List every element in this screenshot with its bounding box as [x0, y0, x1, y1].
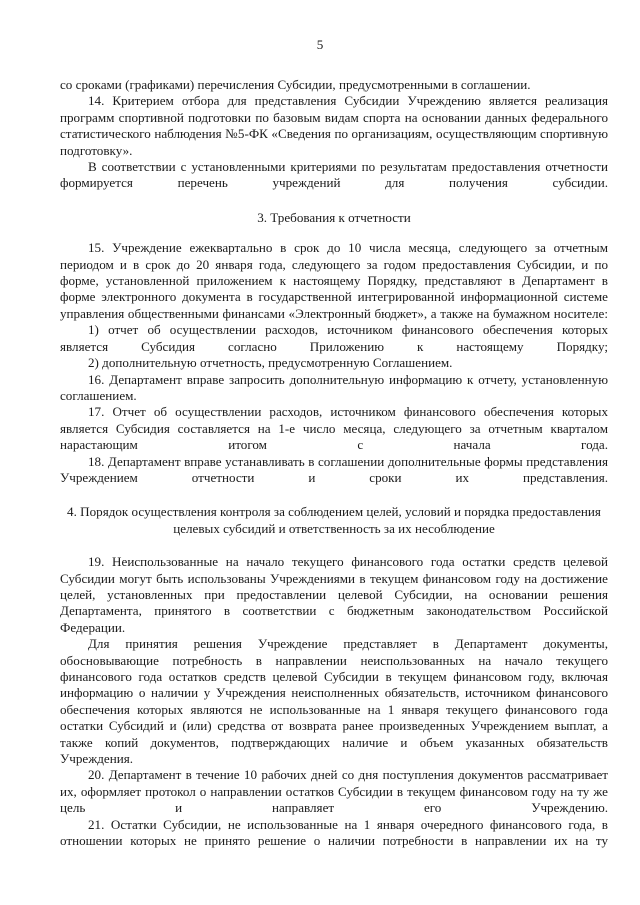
- paragraph-20: 20. Департамент в течение 10 рабочих дней со дня поступления документов рассматривает их, оформляет протокол о направлении остатков Субсидии в текущем финансовом году на ту же цель и направляет его Учреждению.: [60, 767, 608, 816]
- section-heading-4: 4. Порядок осуществления контроля за соблюдением целей, условий и порядка предоставления целевых субсидий и ответственность за их несоблюдение: [67, 504, 601, 536]
- paragraph: со сроками (графиками) перечисления Субсидии, предусмотренными в соглашении.: [60, 77, 531, 92]
- document-body: [60, 77, 608, 849]
- paragraph-14: 14. Критерием отбора для представления Субсидии Учреждению является реализация программ спортивной подготовки по базовым видам спорта на основании данных федерального статистического наблюдения №5-ФК «Сведения по организациям, осуществляющим спортивную подготовку».: [60, 93, 608, 158]
- paragraph-17: 17. Отчет об осуществлении расходов, источником финансового обеспечения которых является Субсидия составляется на 1-е число месяца, следующего за отчетным кварталом нарастающим итогом с начала года.: [60, 404, 608, 453]
- section-heading-3: 3. Требования к отчетности: [257, 209, 411, 225]
- paragraph-21: 21. Остатки Субсидии, не использованные на 1 января очередного финансового года, в отношении которых не принято решение о наличии потребности в направлении их на ту: [60, 816, 608, 849]
- paragraph-15: 15. Учреждение ежеквартально в срок до 10 числа месяца, следующего за отчетным периодом и в срок до 20 января года, следующего за годом предоставления Субсидии, и по форме, установленной приложением к настоящему Порядку, представляют в Департамент в форме электронного документа в государственной интегрированной информационной системе управления общественными финансами «Электронный бюджет», а также на бумажном носителе:: [60, 240, 608, 321]
- page-number: 5: [316, 37, 324, 52]
- paragraph-19: 19. Неиспользованные на начало текущего финансового года остатки средств целевой Субсидии могут быть использованы Учреждениями в текущем финансовом году на достижение целей, установленных при предоставлении целевой Субсидии, на основании решения Департамента, принятого в соответствии с бюджетным законодательством Российской Федерации.: [60, 554, 608, 635]
- paragraph-decision: Для принятия решения Учреждение представляет в Департамент документы, обосновывающие потребность в направлении неиспользованных на начало текущего финансового года остатков средств целевой Субсидии в текущем финансовом году, включая информацию о наличии у Учреждения неисполненных обязательств, источником финансового обеспечения которых являются не использованные на 1 января текущего финансового года остатки Субсидий и (или) средства от возврата ранее произведенных Учреждением выплат, а также копий документов, подтверждающих наличие и объем указанных обязательств Учреждения.: [60, 636, 608, 767]
- paragraph-criteria: В соответствии с установленными критериями по результатам предоставления отчетности формируется перечень учреждений для получения субсидии.: [60, 159, 608, 191]
- paragraph-18: 18. Департамент вправе устанавливать в соглашении дополнительные формы представления Учреждением отчетности и сроки их представления.: [60, 453, 608, 485]
- list-item-1: 1) отчет об осуществлении расходов, источником финансового обеспечения которых является Субсидия согласно Приложению к настоящему Порядку;: [60, 322, 608, 354]
- list-item-2: 2) дополнительную отчетность, предусмотренную Соглашением.: [88, 355, 453, 371]
- paragraph-16: 16. Департамент вправе запросить дополнительную информацию к отчету, установленную соглашением.: [60, 371, 608, 403]
